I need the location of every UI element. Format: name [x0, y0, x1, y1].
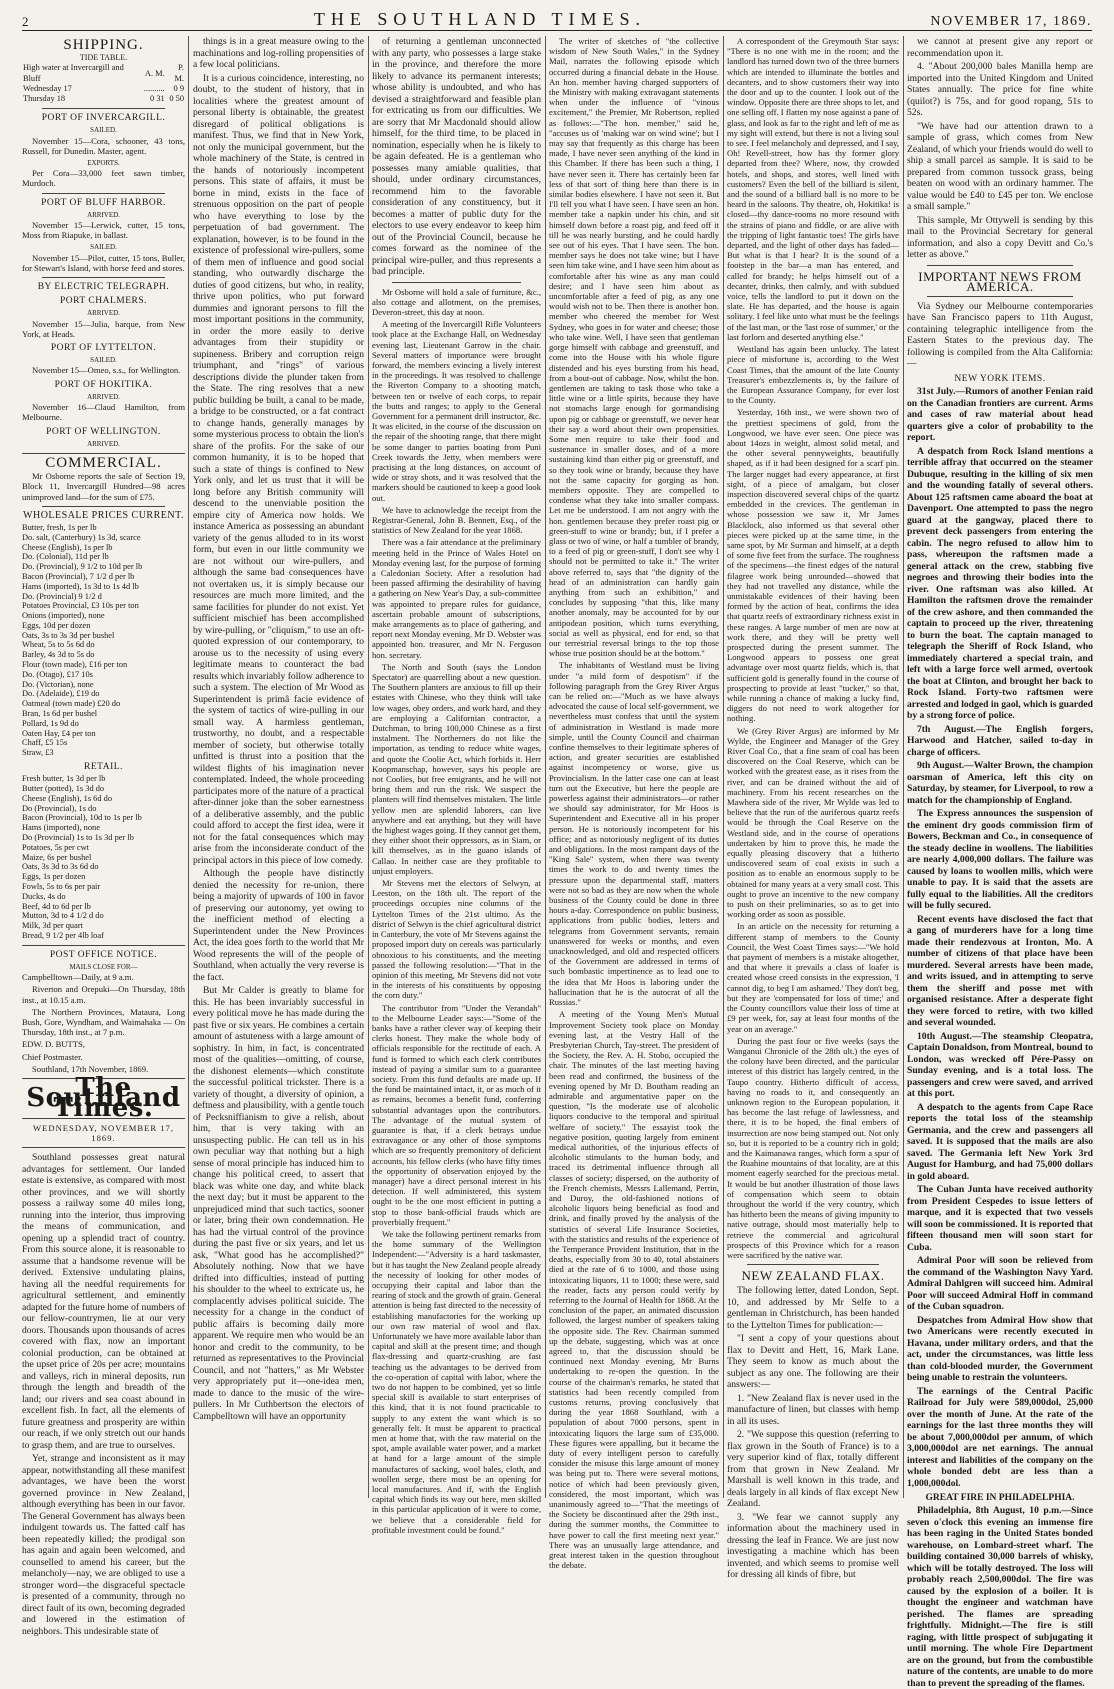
- column-rule: [903, 36, 904, 1498]
- list-item: Do. (Adelaide), £19 do: [22, 689, 100, 699]
- arrived-label: ARRIVED.: [87, 210, 120, 219]
- list-item: Do (Provincial) 1s to 1s 3d per lb: [22, 833, 134, 843]
- masthead-title: THE SOUTHLAND TIMES.: [313, 9, 647, 29]
- column-2: [193, 36, 364, 1498]
- news-paragraph: We (Grey River Argus) are informed by Mr Wylde, the Engineer and Manager of the Grey River Coal Co., that a fine seam of coal has been discovered on the Coal Reserve, which can be worked with the greatest ease, as it rises from the river, and can be drained without the aid of machinery. From his recent researches on the Mawhera side of the river, Mr Wylde was led to believe that the run of the auriferous quartz reefs would be through the Coal Reserve on the Westland side, and in the course of operations undertaken by him to prove this, he made the equally pleasing discovery that a hitherto undiscovered seam of coal exists in such a position as to enable an enormous supply to be obtained for many years at a very small cost. This ought to prove an incentive to the new company to push on their preliminaries, so as to get into working order as soon as possible.: [727, 725, 899, 920]
- letter-paragraph: 4. "About 200,000 bales Manilla hemp are imported into the United Kingdom and United States annually. The price for fine white (quilot?) is 75s, and for good ropang, 51s to 52s.: [907, 61, 1093, 118]
- news-item: Despatches from Admiral How show that two Americans were recently executed in Havana, under military orders, and that the act, under the circumstances, was little less than cold-blooded murder, the Government being unable to restrain the volunteers.: [907, 1314, 1093, 1384]
- column-5: [727, 36, 899, 1581]
- news-paragraph: A meeting of the Young Men's Mutual Improvement Society took place on Monday evening last, at the Vestry Hall of the Presbyterian Church, Tay-street. The president of the Society, the Rev. A. H. Stobo, occupied the chair. The minutes of the last meeting having been read and confirmed, the business of the evening opened by Mr D. Boutham reading an admirable and argumentative paper on the question, "Is the moderate use of alcoholic liquors conducive to the temporal and spiritual welfare of society." The essayist took the negative position, quoting largely from eminent medical authorities, of the injurious effects of alcoholic stimulants to the human body, and traced its detrimental influence through all classes of society; dispersed, on the authority of the French chemists, Messrs Lallemand, Perrin, and Duroy, the old-fashioned notions of alcoholic liquors being beneficial as food and drink, and finally proved by the analysis of the statistics of several Life Insurance Societies, with the statistics and results of the experience of the Temperance Provident Institution, that in the deaths, especially from 30 to 40, total abstainers died at the rate of 6 to 1000, and those using intoxicating liquors, 11 to 1000; these were, said the reader, facts any person could verify by referring to the Journal of Health for 1868. At the conclusion of the paper, an animated discussion followed, the largest number of speakers taking the opposite side. The Rev. Chairman summed up the debate, suggesting, which was at once agreed to, that the discussion should be continued next Monday evening, Mr Burns undertaking to re-open the question. In the course of the chairman's remarks, he stated that statistics had been recently compiled from customs returns, proving conclusively that during the year 1868 Southland, with a population of about 7000 persons, spent in intoxicating liquors the large sum of £35,000. These figures were appalling, but it became the duty of every intelligent person to carefully consider the misuse this large amount of money was being put to. There were several motions, notice of which had been previously given, considered, the most important, which was unanimously agreed to—"That the meetings of the Society be discontinued after the 29th inst., during the summer months, the Committee to have power to call the first meeting next year." There was an unusually large attendance, and great interest taken in the question throughout the debate.: [549, 1009, 719, 1571]
- column-6: [907, 36, 1093, 1689]
- divider: [927, 265, 1073, 266]
- news-paragraph: Westland has again been unlucky. The latest piece of misfortune is, according to the West Coast Times, that the amount of the late County Treasurer's embezzlements is, by the failure of the European Assurance Company, for ever lost to the County.: [727, 344, 899, 406]
- shipping-heading: SHIPPING.: [63, 37, 144, 53]
- arrived-label: ARRIVED.: [87, 439, 120, 448]
- article-paragraph: But Mr Calder is greatly to blame for this. He has been invariably successful in every political move he has made during the past five or six years. He combines a certain amount of astuteness with a large amount of sophistry. In him, in fact, is concentrated most of the qualities—omitting, of course, the dishonest elements—which constitute the successful political trickster. There is a variety of thought, a diversity of opinion, a deftness and plausibility, with a gentle touch of Pecksniffianism to give a relish, about him, that is very taking with an unsuspecting public. He can tell us in his own peculiar way that nothing but a high sense of moral principle has induced him to change his political creed, to assert that black was white one day, and white black the next day; but it must be apparent to the unprejudiced mind that such tactics, sooner or later, bring their own condemnation. He has had the virtual control of the province during the past five or six years, and let us ask, "What good has he accomplished?" Absolutely nothing. Now that we have drifted into difficulties, instead of putting his shoulder to the wheel to extricate us, he complacently advises political suicide. The necessity for a change in the conduct of public affairs is becoming daily more apparent. We require men who would be an honor and credit to the community, to be returned as representatives to the Provincial Council, and not "hatters," as Mr Webster very appropriately put it—one-idea men, made to dance to the music of the wire-pullers. In Mr Cuthbertson the electors of Campbelltown will have an opportunity: [193, 985, 364, 1422]
- tide-caption: High water at Invercargill and Bluff: [23, 63, 124, 83]
- article-paragraph: Southland possesses great natural advantages for settlement. Our landed estate is extensive, as compared with most other provinces, and we will shortly possess a railway some 40 miles long, running into the interior, thus improving the means of communication, and opening up a splendid tract of country. From this source alone, it is reasonable to assume that a handsome revenue will be derived. Extensive undulating plains, having all the needful requirements for agricultural settlement, and eminently adapted for the future home of numbers of our fellow-countrymen, lie at our very doors. Thousands upon thousands of acres covered with flax, now an important colonial production, can be obtained at the upset price of 20s per acre; mountains and valleys, rich in mineral deposits, run through the length and breadth of the land; our rivers and sea coast abound in excellent fish. In fact, all the elements of future greatness and prosperity are within our reach, if we only stretch out our hands to grasp them, and are true to ourselves.: [22, 1152, 185, 1451]
- letter-paragraph: The following letter, dated London, Sept. 10, and addressed by Mr Selfe to a gentleman in Christchurch, has been handed to the Lyttelton Times for publication:—: [727, 1285, 899, 1331]
- paper-nameplate: The Southland Times.: [26, 1073, 181, 1124]
- tide-am-header: A. M.: [144, 68, 165, 78]
- wholesale-list: [22, 523, 185, 758]
- flax-heading: NEW ZEALAND FLAX.: [741, 1268, 885, 1284]
- list-item: Bacon (Provincial), 10d to 1s per lb: [22, 813, 142, 823]
- postmaster-title: Chief Postmaster.: [22, 1051, 83, 1062]
- america-news-heading: IMPORTANT NEWS FROM AMERICA.: [918, 268, 1082, 294]
- news-item: Philadelphia, 8th August, 10 p.m.—Since seven o'clock this evening an immense fire has been raging in the United States bonded warehouse, on Lombard-street wharf. The building contained 30,000 barrels of whisky, which will be totally destroyed. The loss will probably reach 2,500,000dol. The fire was caused by the explosion of a boiler. It is thought the engineer and watchman have perished. The flames are spreading frightfully. Midnight.—The fire is still raging, with little prospect of subjugating it until morning. The whole Fire Department are on the ground, but from the combustible nature of the contents, are unable to do more than to prevent the spreading of the flames.: [907, 1505, 1093, 1689]
- paper-dateline: WEDNESDAY, NOVEMBER 17, 1869.: [33, 1122, 174, 1143]
- shipping-entry: November 16—Claud Hamilton, from Melbourne.: [22, 402, 185, 423]
- telegraph-heading: BY ELECTRIC TELEGRAPH.: [37, 282, 170, 293]
- column-rule: [723, 36, 724, 1498]
- list-item: Butter, fresh, 1s per lb: [22, 522, 97, 532]
- commercial-heading: COMMERCIAL.: [45, 454, 162, 471]
- list-item: Barley, 4s 3d to 5s do: [22, 650, 95, 660]
- shipping-entry: November 15—Cora, schooner, 43 tons, Russell, for Dunedin. Master, agent.: [22, 135, 185, 156]
- list-item: Oaten Hay, £4 per ton: [22, 728, 96, 738]
- list-item: Do. salt, (Canterbury) 1s 3d, scarce: [22, 532, 141, 542]
- list-item: Maize, 6s per bushel: [22, 852, 92, 862]
- retail-heading: RETAIL.: [84, 762, 123, 773]
- divider: [22, 453, 185, 454]
- news-item: A despatch from Rock Island mentions a terrible affray that occurred on the steamer Dubuque, resulting in the killing of six men and the wounding fatally of several others. About 125 raftsmen came aboard the boat at Davenport. One attempted to pass the negro guard at the gangway, placed there to prevent deck passengers from entering the cabin. The negro refused to allow him to pass, whereupon the raftsmen made a general attack on the crew, stabbing five negroes and throwing their bodies into the river. One raftsman was also killed. At Hamilton the raftsmen drove the remainder of the crew ashore, and then commanded the captain to proceed up the river, threatening to burn the boat. The captain managed to telegraph the Sheriff of Rock Island, who immediately chartered a special train, and left with a large force well armed, overtook the boat at Clinton, and brought her back to Rock Island. Forty-two raftsmen were arrested and lodged in gaol, which is guarded by a strong force of police.: [907, 445, 1093, 722]
- news-item: The Express announces the suspension of the eminent dry goods commission firm of Bowers, Beckman and Co., in consequence of the steady decline in woollens. The liabilities are nearly 4,000,000 dollars. The failure was caused by loans to woollen mills, which were unable to pay. It is said that the assets are fully equal to the liabilities. All the creditors will be fully secured.: [907, 808, 1093, 912]
- list-item: Oats, 3s 3d to 3s 6d do: [22, 862, 99, 872]
- list-item: Beef, 4d to 6d per lb: [22, 901, 91, 911]
- news-paragraph: A correspondent of the Greymouth Star says: "There is no one with me in the room; and the landlord has turned down two of the three burners which are intended to illuminate the bottles and decanters, and to show customers their way into the door and up to the counter. I look out of the window. Opposite there are three shops to let, and one selling off. I flatten my nose against a pane of glass, and look as far to the right and left of me as my sight will extend, but there is not a living soul to see. I feel melancholy and depressed, and I say, Oh! Revell-street, how has thy former glory departed from thee? Where, now, thy crowded hotels, and shops, and stores, well lined with customers? Even the bell of the billiard is silent, and the sound of a billiard ball is no more to be heard in the saloons. Thy theatre, oh, Hokitika! is closed—thy dance-rooms no more resound with the strains of piano and fiddle, or are alive with the tripping of light fantastic toes! The girls have departed, and the light of other days has faded—But what is that I hear? It is the sound of a footstep in the bar—a man has entered, and called for brandy; he helps himself out of a decanter, drinks, then calmly, and with subdued voice, tells the landlord to put it down on the slate. He has departed, and the house is again solitary. I feel like unto what must be the feelings of the last man, or the 'last rose of summer,' or the last forlorn and deserted anything else.": [727, 36, 899, 342]
- ny-items-heading: NEW YORK ITEMS.: [954, 373, 1046, 384]
- article-paragraph: things is in a great measure owing to the machinations and log-rolling propensities of a few local politicians.: [193, 36, 364, 70]
- list-item: Do (Provincial), 1s do: [22, 803, 97, 813]
- leader-article: [22, 1152, 185, 1637]
- list-item: Mutton, 3d to 4 1/2 d do: [22, 911, 104, 921]
- news-paragraph: Mr Osborne will hold a sale of furniture, &c., also cottage and allotment, on the premises, Deveron-street, this day at noon.: [372, 286, 541, 317]
- shipping-entry: Per Cora—33,000 feet sawn timber, Murdoch.: [22, 168, 185, 189]
- news-paragraph: During the past four or five weeks (says the Wanganui Chronicle of the 28th ult.) the eyes of the colony have been directed, and the particular interest of this district has largely centred, in the Taupo country. Hitherto difficult of access, having no roads to it, and consequently an unknown region to the European population, it has become the last refuge of lawlessness, and there, it is to be hoped, the final embers of insurrection are now being stamped out. Not only so, but it is reported to be a country rich in gold; and the Kaimanawa ranges, which form a spur of the Ruahine mountains of that locality, are at this moment eagerly searched for the precious metal. It would be but another illustration of those laws of compensation which seem to obtain throughout the world if the very country, which has hitherto been the means of giving impunity to native outrage, should most materially help to retrieve the commercial and agricultural prospects of this Province which for a reason were sacrificed by the native war.: [727, 1035, 899, 1260]
- news-paragraph: A meeting of the Invercargill Rifle Volunteers took place at the Exchange Hall, on Wednesday evening last, Lieutenant Garrow in the chair. Several matters of importance were brought forward, the members evincing a lively interest in the proceedings. It was resolved to challenge the Riverton Company to a shooting match, between ten or twelve of each corps, to repair the butts and ranges; to apply to the General Government for a permanent drill instructor, &c. It was elicited, in the course of the discussion on the repair of the shooting range, that there might be some danger to parties boating from Puni Creek towards the Jetty, when members were practising at the long distances, on account of wide or stray shots, and it was resolved that the markers should be cautioned to keep a good look out.: [372, 319, 541, 503]
- news-paragraph: Via Sydney our Melbourne contemporaries have San Francisco papers to 11th August, containing telegraphic intelligence from the Eastern States to the previous day. The following is compiled from the Alta California:—: [907, 300, 1093, 370]
- letter-paragraph: "I sent a copy of your questions about flax to Devitt and Hett, 16, Mark Lane. They seem to know as much about the subject as any one. The following are their answers:—: [727, 1333, 899, 1391]
- list-item: Do. (Victorian), none: [22, 679, 94, 689]
- list-item: Wheat, 5s to 5s 6d do: [22, 640, 95, 650]
- page-masthead: [22, 6, 1092, 31]
- shipping-entry: November 15—Omeo, s.s., for Wellington.: [32, 365, 181, 376]
- retail-list: [22, 774, 185, 941]
- list-item: Bacon (Provincial), 7 1/2 d per lb: [22, 571, 135, 581]
- list-item: Pollard, 1s 9d do: [22, 718, 79, 728]
- mails-close-label: MAILS CLOSE FOR—: [69, 963, 138, 971]
- letter-paragraph: "We have had our attention drawn to a sample of grass, which comes from New Zealand, of which your friends would do well to ship a small parcel as sample. It is said to be prepared from common tussock grass, being beaten on wood with an ordinary hammer. The value would be £40 to £45 per ton. We enclose a small sample.": [907, 120, 1093, 212]
- shipping-entry: November 15—Julia, barque, from New York, at Heads.: [22, 318, 185, 339]
- list-item: Do. (Provincial) 9 1/2 d: [22, 591, 102, 601]
- list-item: Oatmeal (town made) £20 do: [22, 699, 121, 709]
- news-paragraph: The contributor from "Under the Verandah" to the Melbourne Leader says:—"Some of the banks have a rather clever way of keeping their clerks honest. They make the whole body of officials responsible for the rectitude of each. A fund is formed to which each clerk contributes instead of paying a similar sum to a guarantee society. From this fund defaults are made up. If the fund be maintained intact, it, or as much of it as remains, becomes a benefit fund, conferring substantial advantages upon the contributors. The advantage of the mutual system of guarantee is that, if a clerk betrays undue extravagance or any other of those symptoms which are so frequently premonitory of deficient accounts, his fellow clerks (who have fifty times the opportunity of observation enjoyed by the manager) have a direct personal interest in his detection. If well administered, this system ought to be the one most efficient in putting a stop to those bank-official frauds which are proverbially frequent.": [372, 1002, 541, 1227]
- tide-pm-header: P. M.: [174, 63, 184, 83]
- list-item: Cheese (English), 1s 6d do: [22, 793, 113, 803]
- letter-paragraph: This sample, Mr Ottywell is sending by this mail to the Provincial Secretary for general information, and also a copy Devitt and Co.'s letter as above.": [907, 214, 1093, 260]
- page-number: 2: [22, 14, 30, 29]
- news-item: 7th August.—The English forgers, Harwood and Hatcher, sailed to-day in charge of officers.: [907, 723, 1093, 758]
- list-item: Onions (imported), none: [22, 611, 105, 621]
- sailed-label: SAILED.: [90, 356, 117, 365]
- post-entry: Campbelltown—Daily, at 9 a.m.: [22, 972, 134, 983]
- wholesale-heading: WHOLESALE PRICES CURRENT.: [23, 509, 184, 521]
- news-paragraph: The writer of sketches of "the collective wisdom of New South Wales," in the Sydney Mail, narrates the following episode which occurred during a financial debate in the House. An hon. member having charged supporters of the Ministry with making extravagant statements when under the influence of "vinous excitement," the Premier, Mr Robertson, replied as follows:—"The hon. member," said he, "accuses us of 'making war on wind wine'; but I may say that frequently as this charge has been made, I have never seen anything of the kind in this Chamber. If there has been such a thing, I have never seen it. There has certainly been far less of that sort of thing here than there is in similar bodies elsewhere. I have not seen it. But I'll tell you what I have seen. I have seen an hon. member take a napkin under his chin, and sit himself down before a roast pig, and feed off it till he was nearly bursting, and he could hardly see out of his eyes. That I have seen. The hon. member says he does not take wine; but I have seen him take wine, and I have seen him about as comfortable after his wine as any man could desire; and I have seen him about as uncomfortable after a feed of pig, as any one would wish not to be. Then there is another hon. member who cheered the member for West Sydney, who goes in for water and cheese; those who take wine. Well, I have seen that gentleman gorge himself with cabbage and greenstuff, and come into the House with his whole figure distended and his eyes bursting from his head, from a bout-out of cabbage. Now, whilst the hon. gentlemen are taking to task those who take a little wine or a little spirits, because they have not stomachs large enough for gormandising upon pig or cabbage or greenstuff, we never hear their say a word about their own propensities. Some men require to take their food and sustenance in smaller doses, and of a more sustaining kind than either pig or greenstuff, and so they took wine or brandy, because they have not the same capacity for gorging as hon. members opposite. They are compelled to condense what they take into smaller compass. Let me be understood. I am not angry with the hon. gentlemen because they prefer roast pig or green-stuff to wine or brandy; but, if I prefer a glass or two of wine, or half a tumbler of brandy, to a feed of pig or green-stuff, I don't see why I should not be permitted to take it." The writer above referred to, says that "the dignity of the head of an administration can hardly gain anything from such an exhibition," and concludes by supposing "that this, like many another anomaly, may be accounted for by our antipodean position, which turns everything, social as well as physical, end for end, so that our terrestrial reversal brings to the top those whose true position should be at the bottom.": [549, 36, 719, 659]
- list-item: Straw, £3: [22, 748, 54, 758]
- column-4: [549, 36, 719, 1571]
- tide-row: Wednesday 17 .......... 0 9: [23, 83, 184, 93]
- news-item: 9th August.—Walter Brown, the champion oarsman of America, left this city on Saturday, by steamer, for Liverpool, to row a match for the championship of England.: [907, 760, 1093, 806]
- list-item: Fowls, 5s to 6s per pair: [22, 882, 101, 892]
- letter-paragraph: we cannot at present give any report or recommendation upon it.: [907, 36, 1093, 59]
- article-paragraph: It is a curious coincidence, interesting, no doubt, to the student of history, that in localities where the greatest amount of personal liberty is obtainable, the greatest disregard of political obligations is manifest. Thus, we find that in New York, not only the municipal government, but the whole machinery of the State, is centred in the hands of notoriously incompetent persons. This state of affairs, it must be borne in mind, exists in the face of strenuous opposition on the part of people who have everything to lose by the perpetuation of bad government. The explanation, however, is to be found in the existence of professional wire-pullers, some of them men of influence and good social standing, who outwardly discharge the duties of good citizens, but who, in reality, thrive upon politics, who put forward dummies and ignorant persons to fill the most important positions in the community, in order the more easily to derive advantages from their stupidity or supineness. Bribery and corruption reign triumphant, and "rings" of various descriptions divide the plunder taken from the State. The ring resolves that a new public building be built, a canal to be made, a bridge to be constructed, or a fat contract to change hands, generally manages by some mysterious process to obtain the lion's share of the profits. For the sake of our common humanity, it is to be hoped that such a state of things is confined to New York only, and let us trust that it will be long before any British community will descend to the unenviable position the empire city of America now holds. We instance America as possessing an abundant variety of the genus alluded to in its worst form, but even in our little community we are not without our wire-pullers, and although the same bad consequences have not overtaken us, it is simply because our resources are much more limited, and the same facilities for plunder do not exist. Yet sufficient mischief has been accomplished by wire-pulling, or "cliquism," to use an oft-quoted expression of our contemporary, to arouse us to the necessity of using every legitimate means to counteract the bad results which invariably follow adherence to such a system. The election of Mr Wood as Superintendent is primâ facie evidence of the system of tactics of wire-pulling in our small way. A harmless gentleman, trustworthy, no doubt, and a respectable member of society, but otherwise totally unfitted is thrust into a position that the wildest flights of his imagination never contemplated. Indeed, the whole proceeding participates more of the nature of a practical after-dinner joke than the sober earnestness of a deliberative assembly, and the public could afford to accept the first idea, were it not for the fatal consequences which may arise from the inconsiderate conduct of the principal actors in this piece of low comedy.: [193, 72, 364, 866]
- letter-paragraph: 1. "New Zealand flax is never used in the manufacture of linen, but classes with hemp in all its uses.: [727, 1392, 899, 1427]
- divider: [22, 945, 185, 946]
- divider: [42, 277, 165, 278]
- letter-paragraph: 3. "We fear we cannot supply any information about the machinery used in dressing the leaf in France. We are just now investigating a machine which has been invented, and which seems to promise well for dressing all kinds of fibre, but: [727, 1511, 899, 1581]
- list-item: Milk, 3d per quart: [22, 921, 83, 931]
- list-item: Fresh butter, 1s 3d per lb: [22, 774, 106, 784]
- news-items: [907, 386, 1093, 1489]
- news-paragraph: We have to acknowledge the receipt from the Registrar-General, John B. Bennett, Esq., of the statistics of New Zealand for the year 1868.: [372, 504, 541, 536]
- port-wellington-heading: PORT OF WELLINGTON.: [46, 426, 161, 437]
- news-paragraph: There was a fair attendance at the preliminary meeting held in the Prince of Wales Hotel on Monday evening last, for the purpose of forming a Caledonian Society. After a resolution had been passed affirming the desirability of having a gathering on New Year's Day, a sub-committee was appointed to prepare rules for guidance, ascertain probable amount of subscriptions, make arrangements as to place of gathering, and report next Monday evening. Mr D. Webster was appointed hon. treasurer, and Mr N. Ferguson hon. secretary.: [372, 537, 541, 660]
- divider: [42, 506, 165, 507]
- sailed-label: SAILED.: [90, 126, 117, 135]
- tide-table: [22, 63, 185, 104]
- column-1: [22, 36, 185, 1637]
- column-rule: [368, 36, 369, 1498]
- column-3: [372, 36, 541, 1535]
- port-hokitika-heading: PORT OF HOKITIKA.: [54, 379, 153, 390]
- shipping-entry: November 15—Pilot, cutter, 15 tons, Buller, for Stewart's Island, with horse feed and stores.: [22, 252, 185, 273]
- list-item: Chaff, £5 15s: [22, 738, 68, 748]
- column-rule: [188, 36, 189, 1498]
- postmaster-name: EDW. D. BUTTS,: [22, 1039, 85, 1050]
- list-item: Flour (town made), £16 per ton: [22, 660, 128, 670]
- news-item: The earnings of the Central Pacific Railroad for July were 589,000dol, 25,000 over the month of June. At the rate of the earnings for the last three months they will be about 7,000,000dol per annum, of which 3,000,000dol are net earnings. The annual interest and liabilities of the company on the whole bonded debt are less than a 1,000,000dol.: [907, 1385, 1093, 1489]
- post-entry: The Northern Provinces, Mataura, Long Bush, Gore, Wyndham, and Waimahaka — On Thursday, 18th inst., at 7 p.m.: [22, 1006, 185, 1038]
- sailed-label: SAILED.: [90, 243, 117, 252]
- news-paragraph: The inhabitants of Westland must be living under "a mild form of despotism" if the following paragraph from the Grey River Argus can be relied on:—"Much as we have always advocated the cause of local self-government, we nevertheless must confess that until the system of administration in Westland is made more simple, until the County Council and chairman confine themselves to their legitimate spheres of action, and greater securities are established against incompetency or worse, give us Provincialism. In the latter case one can at least turn out the Executive, but here the people are powerless against their administrators—or rather we should say administrator, for Mr Hoos is Superintendent and Executive all in his proper person. He is notoriously incompetent for his office; and as notoriously negligent of its duties and obligations. In the most rampant days of the "King Sale" system, when there was twenty times the work to do and twenty times the pressure upon the departmental staff, matters were not so bad as they are now when the whole business of the County could be done in three hours a-day. Correspondence on public business, applications from public bodies, letters and telegrams from Government servants, remain unanswered for weeks or months, and even unacknowledged, and old and respected officers of the Government are addressed in terms of such bombastic impertinence as to lead one to the idea that Mr Hoos is laboring under the hallucination that he is the autocrat of all the Russias.": [549, 660, 719, 1008]
- list-item: Hams (imported), 1s 3d to 1s 4d lb: [22, 581, 139, 591]
- news-item: 10th August.—The steamship Cleopatra, Captain Donaldson, from Montreal, bound to London, was wrecked off Pére-Passy on Sunday evening, and is a total loss. The passengers and crew were saved, and arrived at this port.: [907, 1030, 1093, 1100]
- list-item: Oats, 3s to 3s 3d per bushel: [22, 630, 115, 640]
- news-paragraph: Yesterday, 16th inst., we were shown two of the prettiest specimens of gold, from the Longwood, we have ever seen. One piece was about 14ozs in weight, almost solid metal, and the other several pennyweights, beautifully shaped, as if it had been designed for a scarf pin. The larger nugget had every appearance, at first sight, of a piece of amalgam, but closer inspection discovered several chips of the quartz embedded in the crevices. The gentleman in whose possession we saw it, Mr James Blacklock, also informed us that several other pieces were picked up at the same time, in the same spot, by Mr Surman and himself, at a depth of some five feet from the surface. The roughness of the specimens—the finest edges of the natural filagree work being unrounded—showed that they had not travelled any distance, while the unmistakable evidences of their having been formed by the action of heat, confirms the idea that quartz reefs of extraordinary richness exist in these ranges. A large number of men are now at work there, and they will be pretty well prospected during the present summer. The Longwood appears to possess one great advantage over most quartz fields, which is, that sufficient gold is generally found in the course of prospecting to provide at least "tucker," so that, while running a chance of making a lucky find, diggers do not need to work altogether for nothing.: [727, 407, 899, 724]
- letter-paragraph: 2. "We suppose this question (referring to flax grown in the South of France) is to a very superior kind of flax, totally different from that grown in New Zealand. Mr Marshall is well known in this trade, and deals largely in all kinds of flax except New Zealand.: [727, 1429, 899, 1510]
- post-date: Southland, 17th November, 1869.: [32, 1063, 149, 1074]
- news-item: Admiral Poor will soon be relieved from the command of the Washington Navy Yard. Admiral Dahlgren will succeed him. Admiral Poor will succeed Admiral Hoff in command of the Cuban squadron.: [907, 1255, 1093, 1313]
- list-item: Cheese (English), 1s per lb: [22, 542, 113, 552]
- column-rule: [545, 36, 546, 1498]
- port-chalmers-heading: PORT CHALMERS.: [59, 296, 148, 307]
- divider: [42, 193, 165, 194]
- article-paragraph: Yet, strange and inconsistent as it may appear, notwithstanding all these manifest advantages, we have been the worst governed province in New Zealand, although everything has been in our favor. The General Government has always been indulgent towards us. The fatted calf has been repeatedly killed; the prodigal son has again and again been welcomed, and counselled to amend his career, but the melancholy—nay, we are obliged to use a stronger word—the disgraceful spectacle is presented of a community, through no direct fault of its own, becoming degraded and lowered in the estimation of neighbors. This undesirable state of: [22, 1453, 185, 1637]
- divider: [42, 108, 165, 109]
- divider: [22, 1147, 185, 1148]
- list-item: Potatoes Provincial, £3 10s per ton: [22, 601, 139, 611]
- list-item: Ducks, 4s do: [22, 891, 66, 901]
- port-lyttelton-heading: PORT OF LYTTELTON.: [50, 343, 157, 354]
- post-entry: Riverton and Orepuki—On Thursday, 18th inst., at 10.15 a.m.: [22, 984, 185, 1005]
- port-bluff-heading: PORT OF BLUFF HARBOR.: [41, 197, 166, 208]
- news-paragraph: In an article on the necessity for returning a different stamp of members to the County Council, the West Coast Times says:—"We hold that payment of members is a mistake altogether, and that where it prevails a class of loafer is created whose creed consists in the expression, 'I cannot dig, to beg I am ashamed.' They don't beg, but they are 'compensated for loss of time;' and the County councillors value their loss of time at £9 per week, for, say at least four months of the year on an average.": [727, 921, 899, 1034]
- list-item: Bread, 9 1/2 per 4lb loaf: [22, 931, 104, 940]
- news-item: A despatch to the agents from Cape Race reports the total loss of the steamship Germania, and the crew and passengers all saved. It is supposed that the mails are also saved. The Germania left New York 3rd August for Hamburg, and had 75,000 dollars in gold aboard.: [907, 1101, 1093, 1182]
- shipping-entry: November 15—Lerwick, cutter, 15 tons, Moss from Riapuke, in ballast.: [22, 220, 185, 241]
- divider: [747, 1264, 879, 1265]
- arrived-label: ARRIVED.: [87, 392, 120, 401]
- divider: [927, 296, 1073, 297]
- news-paragraph: The North and South (says the London Spectator) are quarrelling about a new question. The Southern planters are anxious to fill up their estates with Chinese, who they think will take low wages, obey orders, and work hard, and they are employing a Californian contractor, a Dutchman, to bring 100,000 Chinese as a first instalment. The Northerners do not like the importation, as tending to reduce white wages, and quote the Coolie Act, which forbids it. Herr Koopmanschap, however, says his people are not Coolies, but free emigrants, and he will not bring them and run the risk. We suspect the planters will find themselves mistaken. The little yellow men are splendid laborers, can live anywhere and eat anything, but they will have the highest wages going. If they cannot get them, they either shoot their oppressors, as in Siam, or kill themselves, as in the guano islands of Callao. In neither case are they profitable to unjust employers.: [372, 661, 541, 876]
- list-item: Butter (potted), 1s 3d do: [22, 784, 105, 794]
- tide-heading: TIDE TABLE.: [79, 53, 128, 63]
- news-paragraph: We take the following pertinent remarks from the home summary of the Wellington Independent:—"Adversity is a hard taskmaster, but it has taught the New Zealand people already the necessity of looking for other modes of occupying their capital and labor than the rearing of stock and the growth of grain. General attention is being fast directed to the necessity of establishing manufactories for the working up our own raw material of wool and flax. Unfortunately we have more available labor than capital and skill at the present time; and though flax-dressing and quartz-crushing are fast teaching us the advantages to be derived from the co-operation of capital with labor, where the two do not happen to be combined, yet so little special skill is available to start enterprises of this kind, that it is not found practicable to supply to any extent the want which is so generally felt. It must be apparent to practical men at home that, with the raw material on the spot, ample available water power, and a market at hand for a large amount of the simple manufactures of sacking, wool bales, cloth, and woollen serge, there must be an opening for local manufactures. And if, with the English capital which finds its way out here, men skilled in this particular application of it were to come, we believe that a considerable field for profitable investment could be found.": [372, 1228, 541, 1535]
- arrived-label: ARRIVED.: [87, 309, 120, 318]
- masthead-date: NOVEMBER 17, 1869.: [930, 14, 1092, 29]
- article-paragraph: of returning a gentleman unconnected with any party, who possesses a large stake in the province, and therefore the more likely to advance its permanent interests; whose ability is undoubted, and who has devised a straightforward and feasible plan for extricating us from our difficulties. We are sorry that Mr Macdonald should allow himself, for the third time, to be placed in nomination, especially when he is likely to be again defeated. He is a gentleman who possesses many amiable qualities, that should, under ordinary circumstances, recommend him to the favorable consideration of any constituency, but it becomes a matter of public duty for the electors to use every endeavor to keep him out of the Provincial Council, because he comes forward as the nominee of the principal wire-puller, and thus represents a bad principle.: [372, 36, 541, 277]
- fire-heading: GREAT FIRE IN PHILADELPHIA.: [925, 1493, 1075, 1504]
- commercial-text: Mr Osborne reports the sale of Section 19, Block 11, Invercargill Hundred—98 acres unimproved land—for the sum of £75.: [22, 471, 185, 502]
- list-item: Hams (imported), none: [22, 823, 100, 833]
- list-item: Do. (Provincial), 9 1/2 to 10d per lb: [22, 562, 143, 572]
- exports-label: EXPORTS.: [87, 159, 120, 168]
- list-item: Eggs, 10d per dozen: [22, 620, 91, 630]
- list-item: Bran, 1s 6d per bushel: [22, 709, 98, 719]
- news-item: Recent events have disclosed the fact that a gang of murderers have for a long time made their rendezvous at Ironton, Mo. A number of citizens of that place have been murdered. Several arrests have been made, and writs issued, and in attempting to serve them the sheriff and posse met with organised resistance. After a desperate fight they were forced to retire, with two killed and several wounded.: [907, 913, 1093, 1029]
- post-office-heading: POST OFFICE NOTICE.: [49, 949, 158, 960]
- tide-row: Thursday 18 0 31 0 50: [23, 94, 184, 104]
- list-item: Do. (Otago), £17 10s: [22, 669, 93, 679]
- list-item: Do. (Colonial), 11d per lb: [22, 552, 109, 562]
- list-item: Eggs, 1s per dozen: [22, 872, 86, 882]
- article-paragraph: Although the people have distinctly denied the necessity for re-union, there being a majority of upwards of 100 in favor of preserving our autonomy, yet owing to the inefficient method of electing a Superintendent under the New Provinces Act, the idea goes forth to the world that Mr Wood represents the will of the people of Southland, when actually the very reverse is the fact.: [193, 868, 364, 983]
- news-item: 31st July.—Rumors of another Fenian raid on the Canadian frontiers are current. Arms and cases of raw material about head quarters give a color of probability to the report.: [907, 386, 1093, 444]
- news-paragraph: Mr Stevens met the electors of Selwyn, at Leeston, on the 18th ult. The report of the proceedings occupies nine columns of the Lyttelton Times of the 21st ultimo. As the district of Selwyn is the chief agricultural district in Canterbury, the vote of Mr Stevens against the proposed import duty on cereals was particularly obnoxious to his constituents, and the meeting passed the following resolution:—"That in the opinion of this meeting, Mr Stevens did not vote in the interests of his constituents by opposing the corn duty.": [372, 878, 541, 1001]
- news-item: The Cuban Junta have received authority from President Cespedes to issue letters of marque, and it is expected that two vessels will soon be commissioned. It is reported that fifteen thousand men will soon start for Cuba.: [907, 1184, 1093, 1253]
- port-invercargill-heading: PORT OF INVERCARGILL.: [41, 113, 166, 124]
- divider: [392, 282, 521, 283]
- list-item: Potatoes, 5s per cwt: [22, 842, 89, 852]
